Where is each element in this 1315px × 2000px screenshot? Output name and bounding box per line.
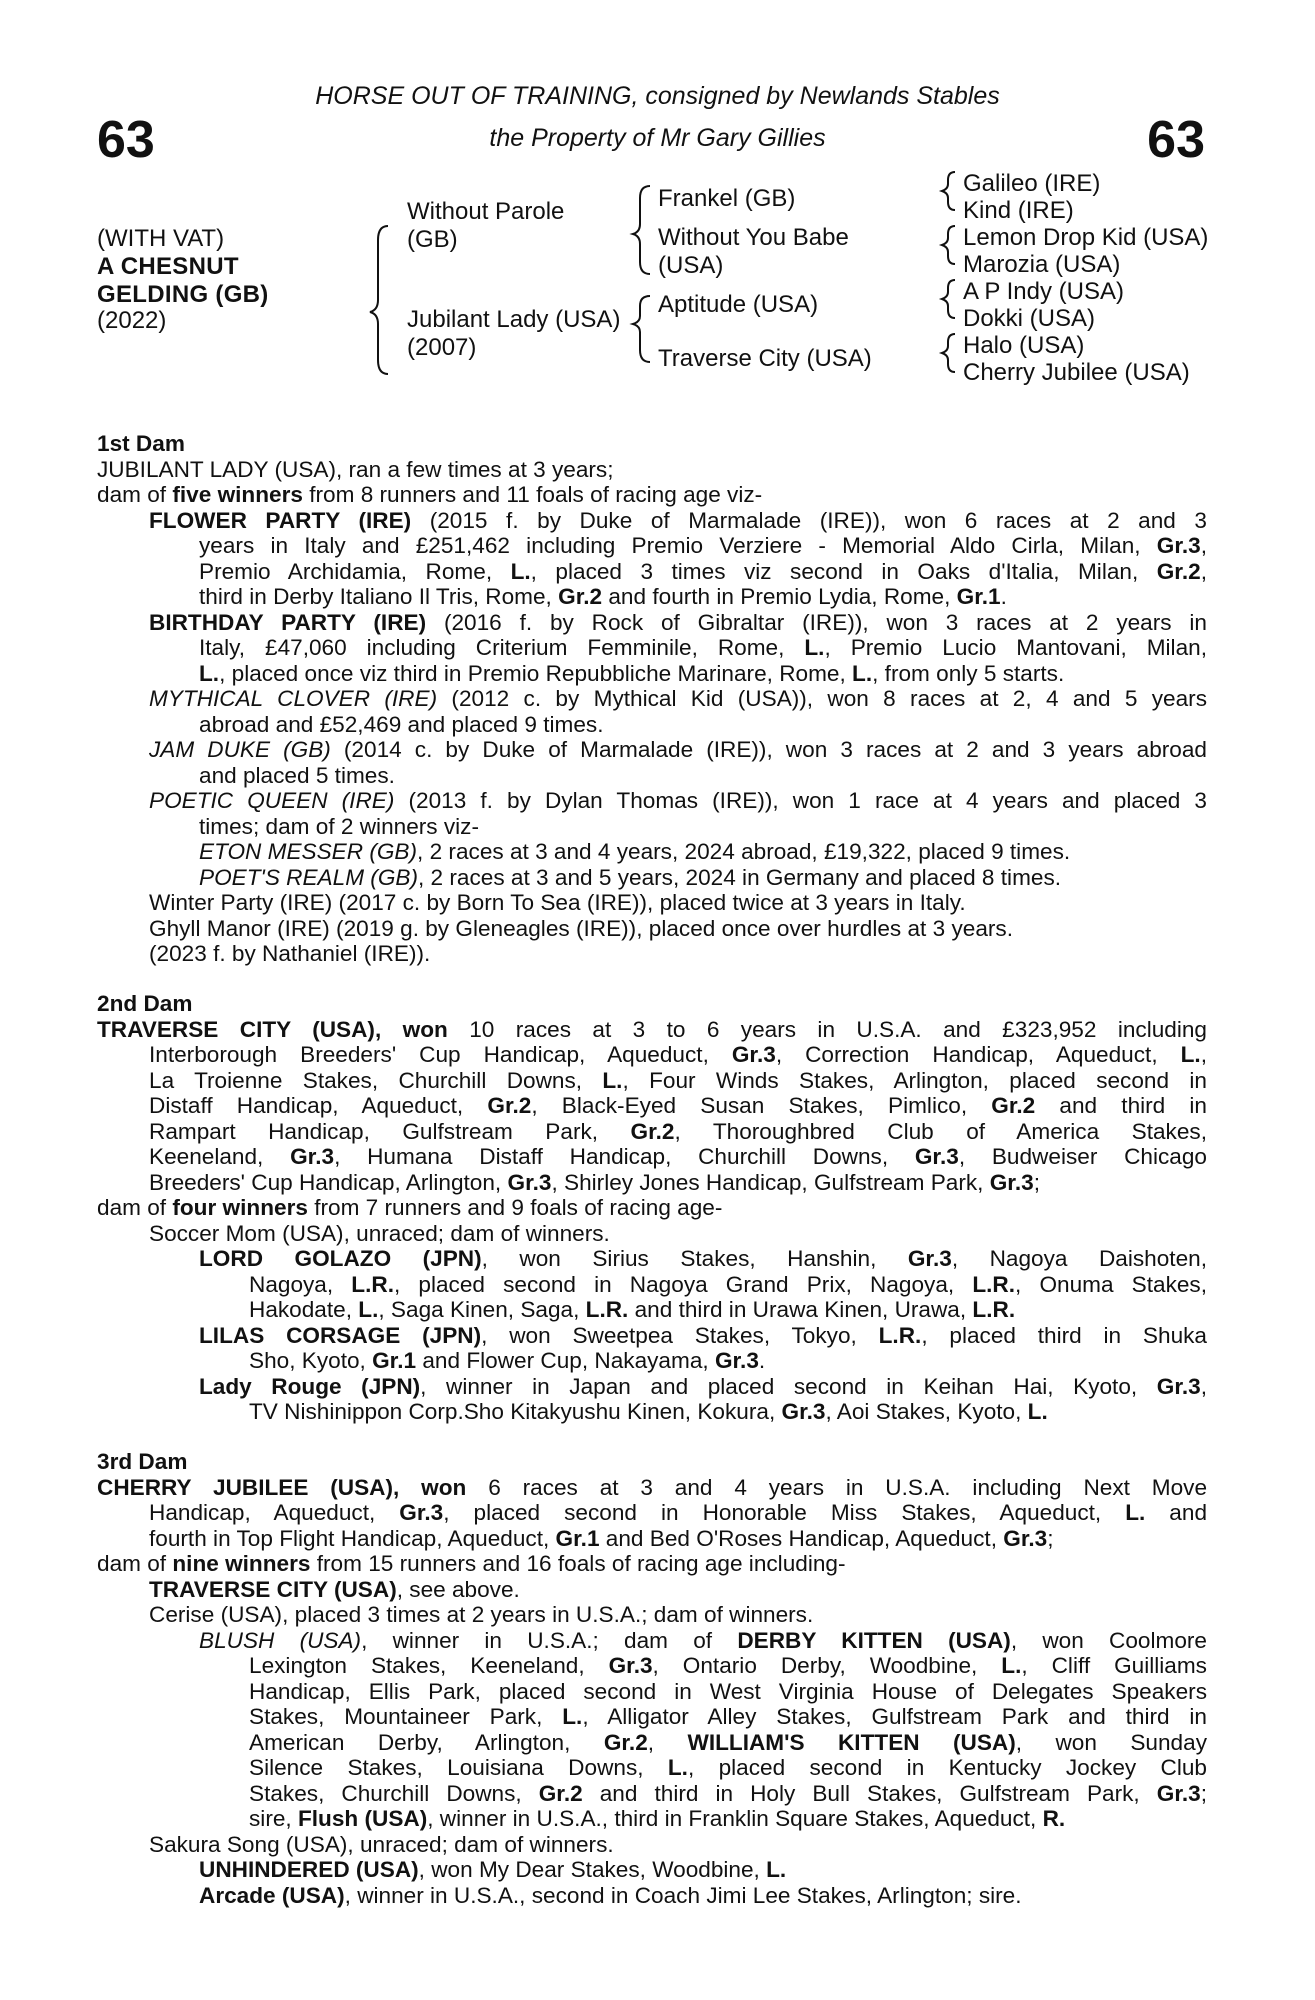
- text-line: third in Derby Italiano Il Tris, Rome, Gr.2 and fourth in Premio Lydia, Rome, Gr.1.: [199, 584, 1007, 609]
- text-line: abroad and £52,469 and placed 9 times.: [199, 711, 604, 737]
- g4-marozia: Marozia (USA): [963, 251, 1121, 278]
- first-dam-section: [97, 431, 1207, 967]
- progeny-entry: UNHINDERED (USA), won My Dear Stakes, Woodbine, L.: [199, 1857, 787, 1882]
- section-heading: 2nd Dam: [97, 991, 193, 1016]
- dam-year: (2007): [407, 334, 477, 361]
- text-line: Breeders' Cup Handicap, Arlington, Gr.3, Shirley Jones Handicap, Gulfstream Park, Gr.3;: [149, 1169, 1040, 1195]
- text-line: and placed 5 times.: [199, 762, 395, 788]
- text-line: Silence Stakes, Louisiana Downs, L., placed second in Kentucky Jockey Club: [249, 1755, 1207, 1780]
- progeny-entry: BIRTHDAY PARTY (IRE) (2016 f. by Rock of Gibraltar (IRE)), won 3 races at 2 years in: [149, 609, 1207, 635]
- text-line: Hakodate, L., Saga Kinen, Saga, L.R. and third in Urawa Kinen, Urawa, L.R.: [249, 1297, 1016, 1322]
- text-line: Handicap, Aqueduct, Gr.3, placed second in Honorable Miss Stakes, Aqueduct, L. and: [149, 1500, 1208, 1525]
- sire-bracket: [633, 186, 650, 274]
- g4-dokki: Dokki (USA): [963, 305, 1096, 332]
- sire-name: Without Parole: [407, 198, 565, 225]
- text-line: dam of four winners from 7 runners and 9 foals of racing age-: [97, 1195, 723, 1220]
- text-line: Premio Archidamia, Rome, L., placed 3 times viz second in Oaks d'Italia, Milan, Gr.2,: [199, 558, 1207, 584]
- text-line: CHERRY JUBILEE (USA), won 6 races at 3 and 4 years in U.S.A. including Next Move: [97, 1474, 1208, 1500]
- sire-dam-name: Without You Babe: [658, 224, 849, 251]
- progeny-entry: MYTHICAL CLOVER (IRE) (2012 c. by Mythical Kid (USA)), won 8 races at 2, 4 and 5 years: [149, 686, 1207, 711]
- progeny-entry: (2023 f. by Nathaniel (IRE)).: [149, 941, 431, 966]
- owner-heading: the Property of Mr Gary Gillies: [489, 124, 826, 152]
- progeny-entry: BLUSH (USA), winner in U.S.A.; dam of DERBY KITTEN (USA), won Coolmore: [199, 1627, 1207, 1653]
- progeny-entry: POETIC QUEEN (IRE) (2013 f. by Dylan Thomas (IRE)), won 1 race at 4 years and placed 3: [149, 788, 1207, 813]
- g4-bracket-3: [942, 280, 955, 318]
- text-line: Handicap, Ellis Park, placed second in West Virginia House of Delegates Speakers: [249, 1678, 1207, 1704]
- progeny-entry: Soccer Mom (USA), unraced; dam of winners.: [149, 1220, 610, 1246]
- progeny-entry: Ghyll Manor (IRE) (2019 g. by Gleneagles (IRE)), placed once over hurdles at 3 years.: [149, 915, 1013, 941]
- text-line: Stakes, Churchill Downs, Gr.2 and third in Holy Bull Stakes, Gulfstream Park, Gr.3;: [249, 1780, 1207, 1806]
- progeny-entry: JAM DUKE (GB) (2014 c. by Duke of Marmalade (IRE)), won 3 races at 2 and 3 years abroad: [149, 737, 1207, 762]
- main-bracket: [370, 226, 388, 374]
- progeny-entry: Sakura Song (USA), unraced; dam of winners.: [149, 1831, 614, 1857]
- vat-note: (WITH VAT): [97, 225, 225, 252]
- progeny-entry: POET'S REALM (GB), 2 races at 3 and 5 years, 2024 in Germany and placed 8 times.: [199, 864, 1062, 890]
- text-line: dam of nine winners from 15 runners and 16 foals of racing age including-: [97, 1551, 846, 1576]
- g4-galileo: Galileo (IRE): [963, 170, 1101, 197]
- text-line: Keeneland, Gr.3, Humana Distaff Handicap, Churchill Downs, Gr.3, Budweiser Chicago: [149, 1144, 1207, 1169]
- dam-dam: Traverse City (USA): [658, 345, 872, 372]
- lot-number-right: 63: [1147, 111, 1205, 169]
- progeny-entry: FLOWER PARTY (IRE) (2015 f. by Duke of Marmalade (IRE)), won 6 races at 2 and 3: [149, 507, 1207, 533]
- text-line: Lexington Stakes, Keeneland, Gr.3, Ontario Derby, Woodbine, L., Cliff Guilliams: [249, 1653, 1207, 1678]
- section-heading: 3rd Dam: [97, 1449, 188, 1474]
- text-line: Sho, Kyoto, Gr.1 and Flower Cup, Nakayama, Gr.3.: [249, 1348, 766, 1373]
- text-line: American Derby, Arlington, Gr.2, WILLIAM'S KITTEN (USA), won Sunday: [249, 1729, 1207, 1755]
- progeny-entry: Winter Party (IRE) (2017 c. by Born To Sea (IRE)), placed twice at 3 years in Italy.: [149, 890, 966, 915]
- g4-bracket-4: [942, 334, 955, 372]
- text-line: Interborough Breeders' Cup Handicap, Aqueduct, Gr.3, Correction Handicap, Aqueduct, L.,: [149, 1042, 1207, 1067]
- text-line: Italy, £47,060 including Criterium Femminile, Rome, L., Premio Lucio Mantovani, Milan,: [199, 635, 1207, 660]
- text-line: JUBILANT LADY (USA), ran a few times at 3 years;: [97, 456, 614, 482]
- section-heading: 1st Dam: [97, 431, 185, 456]
- second-dam-section: [97, 991, 1207, 1425]
- lot-number-left: 63: [97, 111, 155, 169]
- text-line: years in Italy and £251,462 including Premio Verziere - Memorial Aldo Cirla, Milan, Gr.3,: [199, 533, 1207, 558]
- g4-halo: Halo (USA): [963, 332, 1085, 359]
- progeny-entry: Lady Rouge (JPN), winner in Japan and placed second in Keihan Hai, Kyoto, Gr.3,: [199, 1373, 1208, 1399]
- progeny-entry: LORD GOLAZO (JPN), won Sirius Stakes, Hanshin, Gr.3, Nagoya Daishoten,: [199, 1246, 1207, 1271]
- text-line: Stakes, Mountaineer Park, L., Alligator Alley Stakes, Gulfstream Park and third in: [249, 1704, 1207, 1729]
- text-line: dam of five winners from 8 runners and 11 foals of racing age viz-: [97, 482, 763, 507]
- foaling-year: (2022): [97, 307, 167, 334]
- text-line: Rampart Handicap, Gulfstream Park, Gr.2, Thoroughbred Club of America Stakes,: [149, 1118, 1207, 1144]
- text-line: fourth in Top Flight Handicap, Aqueduct, Gr.1 and Bed O'Roses Handicap, Aqueduct, Gr.3;: [149, 1525, 1054, 1551]
- text-line: TRAVERSE CITY (USA), won 10 races at 3 to 6 years in U.S.A. and £323,952 including: [97, 1016, 1207, 1042]
- g4-cherry-jubilee: Cherry Jubilee (USA): [963, 359, 1190, 386]
- dam-bracket: [633, 296, 650, 362]
- progeny-entry: TRAVERSE CITY (USA), see above.: [149, 1576, 520, 1602]
- text-line: Distaff Handicap, Aqueduct, Gr.2, Black-Eyed Susan Stakes, Pimlico, Gr.2 and third in: [149, 1093, 1208, 1118]
- progeny-entry: LILAS CORSAGE (JPN), won Sweetpea Stakes, Tokyo, L.R., placed third in Shuka: [199, 1322, 1207, 1348]
- g4-bracket-2: [942, 226, 955, 264]
- dam-name: Jubilant Lady (USA): [407, 306, 621, 333]
- text-line: L., placed once viz third in Premio Repubbliche Marinare, Rome, L., from only 5 starts.: [199, 660, 1065, 686]
- third-dam-section: [97, 1449, 1207, 1908]
- progeny-entry: Cerise (USA), placed 3 times at 2 years in U.S.A.; dam of winners.: [149, 1602, 814, 1627]
- text-line: La Troienne Stakes, Churchill Downs, L., Four Winds Stakes, Arlington, placed second in: [149, 1067, 1207, 1093]
- progeny-entry: Arcade (USA), winner in U.S.A., second in Coach Jimi Lee Stakes, Arlington; sire.: [199, 1882, 1022, 1908]
- g4-bracket-1: [942, 172, 955, 210]
- g4-kind: Kind (IRE): [963, 197, 1074, 224]
- progeny-entry: ETON MESSER (GB), 2 races at 3 and 4 years, 2024 abroad, £19,322, placed 9 times.: [199, 839, 1071, 864]
- g4-a-p-indy: A P Indy (USA): [963, 278, 1124, 305]
- sire-country: (GB): [407, 226, 458, 253]
- text-line: times; dam of 2 winners viz-: [199, 813, 479, 839]
- g4-lemon-drop-kid: Lemon Drop Kid (USA): [963, 224, 1209, 251]
- text-line: Nagoya, L.R., placed second in Nagoya Grand Prix, Nagoya, L.R., Onuma Stakes,: [249, 1271, 1208, 1297]
- horse-description-1: A CHESNUT: [97, 253, 239, 280]
- text-line: TV Nishinippon Corp.Sho Kitakyushu Kinen, Kokura, Gr.3, Aoi Stakes, Kyoto, L.: [249, 1399, 1048, 1424]
- horse-description-2: GELDING (GB): [97, 281, 269, 308]
- sire-dam-country: (USA): [658, 252, 724, 279]
- text-line: sire, Flush (USA), winner in U.S.A., third in Franklin Square Stakes, Aqueduct, R.: [249, 1806, 1066, 1831]
- consignor-heading: HORSE OUT OF TRAINING, consigned by Newlands Stables: [315, 82, 1000, 110]
- sire-sire: Frankel (GB): [658, 185, 796, 212]
- dam-sire: Aptitude (USA): [658, 291, 819, 318]
